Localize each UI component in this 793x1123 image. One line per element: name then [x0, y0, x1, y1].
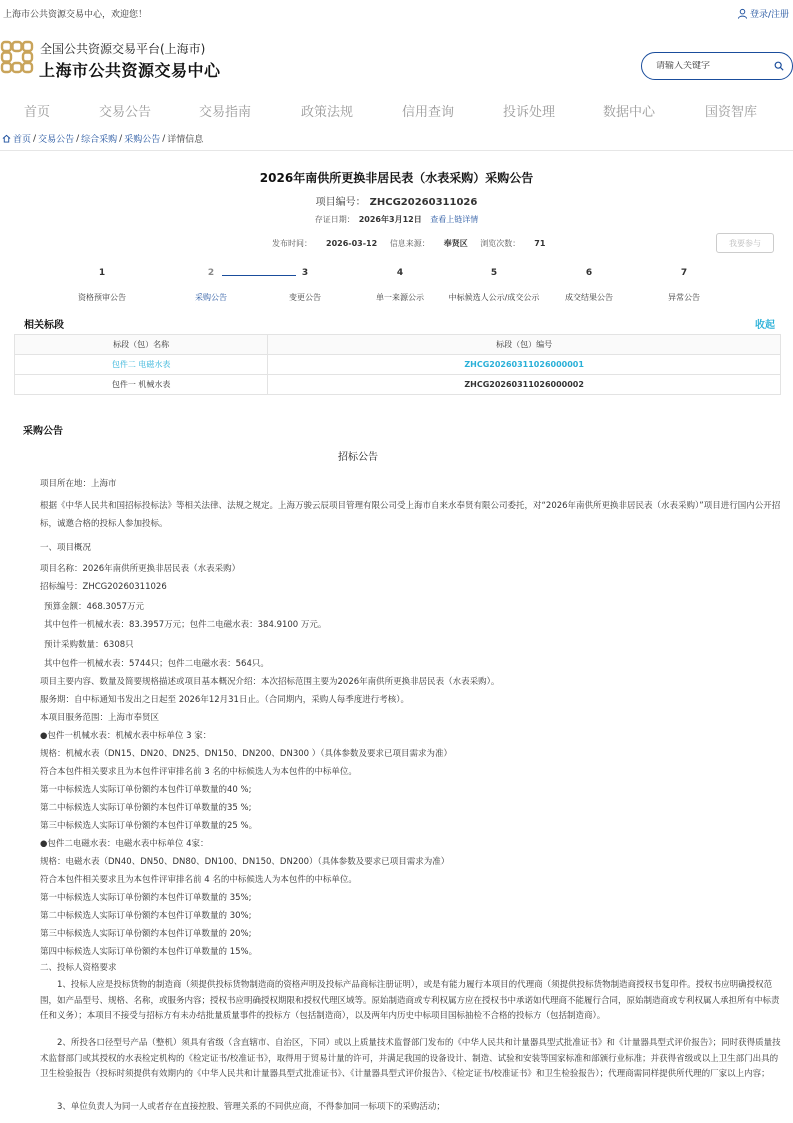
step-number: 4 — [396, 268, 404, 278]
nav-credit[interactable]: 信用查询 — [402, 104, 455, 120]
deposit-date-value: 2026年3月12日 — [358, 215, 422, 224]
site-logo-icon — [0, 40, 34, 74]
search-box — [641, 52, 793, 80]
platform-name: 全国公共资源交易平台(上海市) — [40, 42, 206, 56]
nav-data[interactable]: 数据中心 — [603, 104, 656, 120]
breadcrumb-comprehensive[interactable]: 综合采购 — [81, 135, 118, 145]
main-nav — [0, 92, 793, 128]
deposit-date-label: 存证日期： — [314, 215, 355, 224]
user-icon — [737, 8, 748, 19]
related-sections-heading: 相关标段 — [24, 320, 64, 331]
project-number-label: 项目编号： — [315, 197, 366, 208]
step-item[interactable] — [255, 268, 355, 304]
step-label: 异常公告 — [668, 293, 700, 302]
project-location: 项目所在地：上海市 — [40, 479, 117, 489]
page-title: 2026年南供所更换非居民表（水表采购）采购公告 — [259, 171, 534, 185]
source-label: 信息来源： — [389, 239, 430, 248]
breadcrumb-purchase[interactable]: 采购公告 — [124, 135, 161, 145]
nav-guide[interactable]: 交易指南 — [199, 104, 252, 120]
step-number: 5 — [490, 268, 498, 278]
section-code[interactable]: ZHCG20260311026000001 — [268, 355, 781, 375]
project-name-line: 项目名称：2026年南供所更换非居民表（水表采购） — [40, 564, 241, 574]
lot2-spec: 规格：电磁水表（DN40、DN50、DN80、DN100、DN150、DN200）（具体参数及要求已项目需求为准） — [40, 857, 450, 867]
login-link[interactable] — [737, 7, 789, 20]
lot2-share-2: 第二中标候选人实际订单份额约本包件订单数量的 30%; — [40, 911, 252, 921]
step-item[interactable] — [350, 268, 450, 304]
lot1-rule: 符合本包件相关要求且为本包件评审排名前 3 名的中标候选人为本包件的中标单位。 — [40, 767, 357, 777]
column-header: 标段（包）编号 — [268, 335, 781, 355]
breadcrumb: 首页 / 交易公告 / 综合采购 / 采购公告 / 详情信息 — [2, 132, 203, 145]
breadcrumb-home[interactable]: 首页 — [13, 135, 32, 145]
step-number: 7 — [680, 268, 688, 278]
project-number-value: ZHCG20260311026 — [369, 197, 478, 208]
collapse-button[interactable]: 收起 — [755, 320, 775, 331]
publish-info — [272, 238, 555, 249]
purchase-notice-heading: 采购公告 — [23, 426, 63, 437]
intro-text: 根据《中华人民共和国招标投标法》等相关法律、法规之规定。上海万骏云辰项目管理有限公司受上海市自来水奉贤有限公司委托，对“2026年南供所更换非居民表（水表采购）”项目进行国内公开招标，诚邀合格的投标人参加投标。 — [40, 501, 781, 529]
section-heading: 二、投标人资格要求 — [40, 963, 117, 973]
breadcrumb-notices[interactable]: 交易公告 — [38, 135, 75, 145]
center-name: 上海市公共资源交易中心 — [39, 61, 221, 80]
step-label: 成交结果公告 — [565, 293, 613, 302]
chain-detail-link[interactable]: 查看上链详情 — [430, 215, 479, 224]
requirement-2: 2、所投各口径型号产品（整机）须具有省级（含直辖市、自治区，下同）或以上质量技术监督部门发布的《中华人民共和计量器具型式批准证书》和《计量器具型式评价报告》；同时获得质量技术监督部门或其授权的水表检定机构的《检定证书/校准证书》，取得用于贸易计量的许可，并满足我国的设备设计、制造、试验和安装等国家标准和部颁行业标准；并获得省级或以上卫生部门出具的卫生检验报告（投标时须提供有效期内的《中华人民共和计量器具型式批准证书》、《计量器具型式评价报告》、《检定证书/校准证书》和卫生检验报告）；代理商需同样提供所代理的厂家以上内容； — [40, 1038, 781, 1079]
nav-think-tank[interactable]: 国资智库 — [705, 104, 758, 120]
step-number: 6 — [585, 268, 593, 278]
lot2-share-1: 第一中标候选人实际订单份额约本包件订单数量的 35%; — [40, 893, 252, 903]
step-item-active[interactable] — [161, 268, 261, 304]
lot2-rule: 符合本包件相关要求且为本包件评审排名前 4 名的中标候选人为本包件的中标单位。 — [40, 875, 357, 885]
publish-label: 发布时间： — [272, 239, 312, 248]
step-label: 单一来源公示 — [376, 293, 424, 302]
quantity-detail-line: 其中包件一机械水表：5744只；包件二电磁水表：564只。 — [44, 659, 269, 669]
search-icon[interactable] — [774, 60, 784, 72]
related-sections-table — [14, 334, 781, 395]
project-number — [0, 193, 793, 208]
nav-notices[interactable]: 交易公告 — [99, 104, 152, 120]
lot1-heading: ●包件一机械水表：机械水表中标单位 3 家： — [40, 731, 212, 741]
nav-home[interactable]: 首页 — [24, 104, 51, 120]
welcome-text: 上海市公共资源交易中心，欢迎您！ — [3, 9, 148, 20]
budget-detail-line: 其中包件一机械水表：83.3957万元；包件二电磁水表：384.9100 万元。 — [44, 620, 327, 630]
step-number: 1 — [98, 268, 106, 278]
search-input[interactable] — [656, 61, 774, 71]
nav-policy[interactable]: 政策法规 — [301, 104, 354, 120]
step-label: 资格预审公告 — [78, 293, 126, 302]
process-steps — [0, 268, 793, 318]
views-label: 浏览次数： — [480, 239, 521, 248]
lot2-share-3: 第三中标候选人实际订单份额约本包件订单数量的 20%; — [40, 929, 252, 939]
lot1-share-3: 第三中标候选人实际订单份额约本包件订单数量的25 %。 — [40, 821, 258, 831]
service-period-line: 服务期：自中标通知书发出之日起至 2026年12月31日止。（合同期内，采购人每季度进行考核）。 — [40, 695, 409, 705]
quantity-line: 预计采购数量：6308只 — [44, 640, 134, 650]
step-item[interactable] — [444, 268, 544, 304]
step-item[interactable] — [634, 268, 734, 304]
home-icon — [2, 134, 11, 143]
step-label: 变更公告 — [289, 293, 321, 302]
step-item[interactable] — [52, 268, 152, 304]
lot1-share-2: 第二中标候选人实际订单份额约本包件订单数量的35 %; — [40, 803, 252, 813]
deposit-date — [0, 214, 793, 225]
requirement-1: 1、投标人应是投标货物的制造商（须提供投标货物制造商的资格声明及投标产品商标注册证明），或是有能力履行本项目的代理商（须提供投标货物制造商授权书复印件。授权书应明确授权范围，如产品型号、规格、名称，或服务内容；授权书应明确授权期限和授权代理区域等。原始制造商或专利权属方应在授权书中承诺如代理商不能履行合同，原始制造商或专利权属人承担所有中标责任和义务）；本项目不接受与招标方有未办结批量质量事件的投标方（包括制造商），以及两年内历史中标项目国标抽检不合格的投标方（包括制造商）。 — [40, 980, 780, 1021]
step-number: 3 — [301, 268, 309, 278]
tender-notice-title: 招标公告 — [338, 452, 378, 463]
top-bar — [0, 0, 793, 26]
views-count: 71 — [534, 239, 546, 248]
section-code[interactable]: ZHCG20260311026000002 — [268, 375, 781, 395]
step-item[interactable] — [539, 268, 639, 304]
breadcrumb-current: 详情信息 — [167, 135, 204, 145]
login-label: 登录/注册 — [749, 9, 789, 20]
section-heading: 一、项目概况 — [40, 543, 92, 553]
tender-number-line: 招标编号：ZHCG20260311026 — [40, 582, 167, 592]
table-row[interactable] — [15, 355, 781, 375]
nav-complaint[interactable]: 投诉处理 — [503, 104, 556, 120]
column-header: 标段（包）名称 — [15, 335, 268, 355]
join-button[interactable]: 我要参与 — [716, 233, 774, 253]
scope-line: 项目主要内容、数量及简要规格描述或项目基本概况介绍：本次招标范围主要为2026年南供所更换非居民表（水表采购）。 — [40, 677, 500, 687]
divider — [0, 150, 793, 151]
intro-paragraph — [40, 497, 785, 533]
budget-line: 预算金额：468.3057万元 — [44, 602, 145, 612]
step-number: 2 — [207, 268, 215, 278]
lot1-spec: 规格：机械水表（DN15、DN20、DN25、DN150、DN200、DN300 ）（具体参数及要求已项目需求为准） — [40, 749, 452, 759]
section-name[interactable]: 包件二 电磁水表 — [15, 355, 268, 375]
lot2-share-4: 第四中标候选人实际订单份额约本包件订单数量的 15%。 — [40, 947, 258, 957]
lot1-share-1: 第一中标候选人实际订单份额约本包件订单数量的40 %; — [40, 785, 252, 795]
step-label: 中标候选人公示/成交公示 — [448, 293, 540, 302]
table-row[interactable] — [15, 375, 781, 395]
service-area-line: 本项目服务范围：上海市奉贤区 — [40, 713, 160, 723]
requirement-3: 3、单位负责人为同一人或者存在直接控股、管理关系的不同供应商，不得参加同一标项下的采购活动； — [57, 1102, 445, 1112]
table-header-row — [15, 335, 781, 355]
publish-time: 2026-03-12 — [326, 239, 378, 248]
step-label: 采购公告 — [195, 293, 227, 302]
source-value: 奉贤区 — [443, 239, 468, 248]
section-name[interactable]: 包件一 机械水表 — [15, 375, 268, 395]
lot2-heading: ●包件二电磁水表：电磁水表中标单位 4家： — [40, 839, 209, 849]
